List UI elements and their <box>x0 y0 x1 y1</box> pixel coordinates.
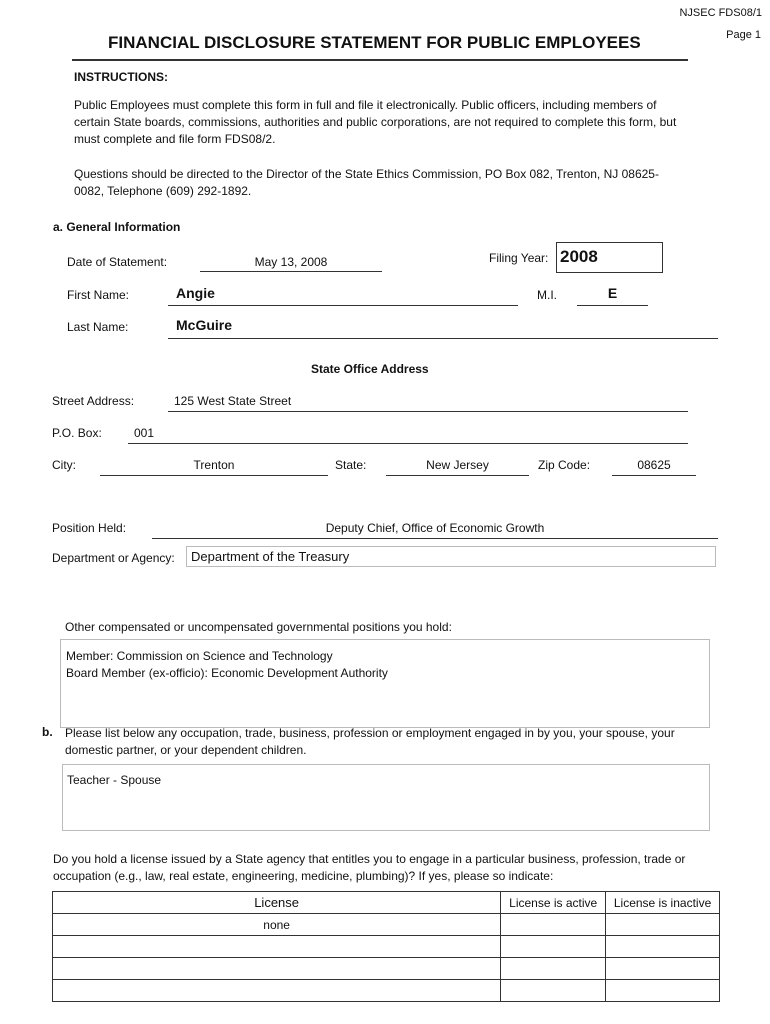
license-cell[interactable] <box>53 980 501 1002</box>
license-inactive-cell[interactable] <box>606 936 720 958</box>
license-active-cell[interactable] <box>501 914 606 936</box>
pobox-underline <box>128 443 688 444</box>
license-cell[interactable]: none <box>53 914 501 936</box>
street-address-field[interactable]: 125 West State Street <box>174 394 292 408</box>
license-inactive-cell[interactable] <box>606 958 720 980</box>
title-underline <box>72 59 688 61</box>
address-heading: State Office Address <box>311 362 429 376</box>
city-underline <box>100 475 328 476</box>
department-field[interactable] <box>186 546 716 567</box>
license-active-cell[interactable] <box>501 958 606 980</box>
instructions-paragraph-2: Questions should be directed to the Director of the State Ethics Commission, PO Box 082, Trenton, NJ 08625-0082, Telephone (609) 292-1892. <box>74 167 659 198</box>
form-code: NJSEC FDS08/1 <box>679 7 762 19</box>
license-inactive-col-header: License is inactive <box>606 892 720 914</box>
position-underline <box>152 538 718 539</box>
other-positions-label: Other compensated or uncompensated governmental positions you hold: <box>65 620 452 634</box>
pobox-label: P.O. Box: <box>52 426 102 440</box>
table-row <box>53 958 720 980</box>
section-b-text: Please list below any occupation, trade, business, profession or employment engaged in by you, your spouse, your domestic partner, or your dependent children. <box>65 726 675 757</box>
department-label: Department or Agency: <box>52 551 175 565</box>
state-field[interactable]: New Jersey <box>426 458 489 472</box>
street-label: Street Address: <box>52 394 135 408</box>
section-a-heading: a. General Information <box>53 220 181 234</box>
mi-underline <box>577 305 648 306</box>
license-header-row <box>53 892 720 914</box>
occupation-value: Teacher - Spouse <box>67 773 162 787</box>
last-name-label: Last Name: <box>67 320 129 334</box>
first-name-field[interactable]: Angie <box>176 285 215 301</box>
first-name-underline <box>168 305 518 306</box>
zip-label: Zip Code: <box>538 458 591 472</box>
license-active-col-header: License is active <box>501 892 606 914</box>
instructions-paragraph-1: Public Employees must complete this form in full and file it electronically. Public officers, including members of certain State boards, commissions, authorities and public corporations, are not required to complete this form, but must complete and file form FDS08/2. <box>74 98 677 146</box>
section-b-letter: b. <box>42 725 53 739</box>
city-field[interactable]: Trenton <box>193 458 235 472</box>
license-col-header: License <box>53 892 501 914</box>
department-value: Department of the Treasury <box>191 549 350 564</box>
license-cell[interactable] <box>53 936 501 958</box>
state-label: State: <box>335 458 367 472</box>
occupation-field[interactable] <box>62 764 710 831</box>
license-question: Do you hold a license issued by a State agency that entitles you to engage in a particular business, profession, trade or occupation (e.g., law, real estate, engineering, medicine, plumbing)? If yes, please so indicate: <box>53 852 686 883</box>
first-name-label: First Name: <box>67 288 130 302</box>
date-underline <box>200 271 382 272</box>
city-label: City: <box>52 458 76 472</box>
zip-code-field[interactable]: 08625 <box>637 458 671 472</box>
date-of-statement-field[interactable]: May 13, 2008 <box>254 255 328 269</box>
position-label: Position Held: <box>52 521 127 535</box>
state-underline <box>386 475 529 476</box>
mi-label: M.I. <box>537 288 557 302</box>
middle-initial-field[interactable]: E <box>607 285 618 301</box>
license-active-cell[interactable] <box>501 980 606 1002</box>
license-table <box>52 891 720 1002</box>
other-positions-field[interactable] <box>60 639 710 728</box>
street-underline <box>168 411 688 412</box>
page-title: FINANCIAL DISCLOSURE STATEMENT FOR PUBLIC EMPLOYEES <box>108 33 641 52</box>
filing-year-label: Filing Year: <box>489 251 549 265</box>
filing-year-field[interactable] <box>556 242 663 273</box>
filing-year-value: 2008 <box>560 247 598 266</box>
table-row <box>53 980 720 1002</box>
other-positions-line-1: Member: Commission on Science and Technology <box>66 649 333 663</box>
last-name-field[interactable]: McGuire <box>176 317 233 333</box>
position-held-field[interactable]: Deputy Chief, Office of Economic Growth <box>325 521 545 535</box>
last-name-underline <box>168 338 718 339</box>
po-box-field[interactable]: 001 <box>134 426 155 440</box>
instructions-heading: INSTRUCTIONS: <box>74 70 168 84</box>
license-inactive-cell[interactable] <box>606 980 720 1002</box>
license-cell[interactable] <box>53 958 501 980</box>
date-label: Date of Statement: <box>67 255 168 269</box>
zip-underline <box>612 475 696 476</box>
table-row <box>53 914 720 936</box>
license-inactive-cell[interactable] <box>606 914 720 936</box>
license-active-cell[interactable] <box>501 936 606 958</box>
table-row <box>53 936 720 958</box>
other-positions-line-2: Board Member (ex-officio): Economic Development Authority <box>66 666 388 680</box>
page-number: Page 1 <box>726 29 761 41</box>
